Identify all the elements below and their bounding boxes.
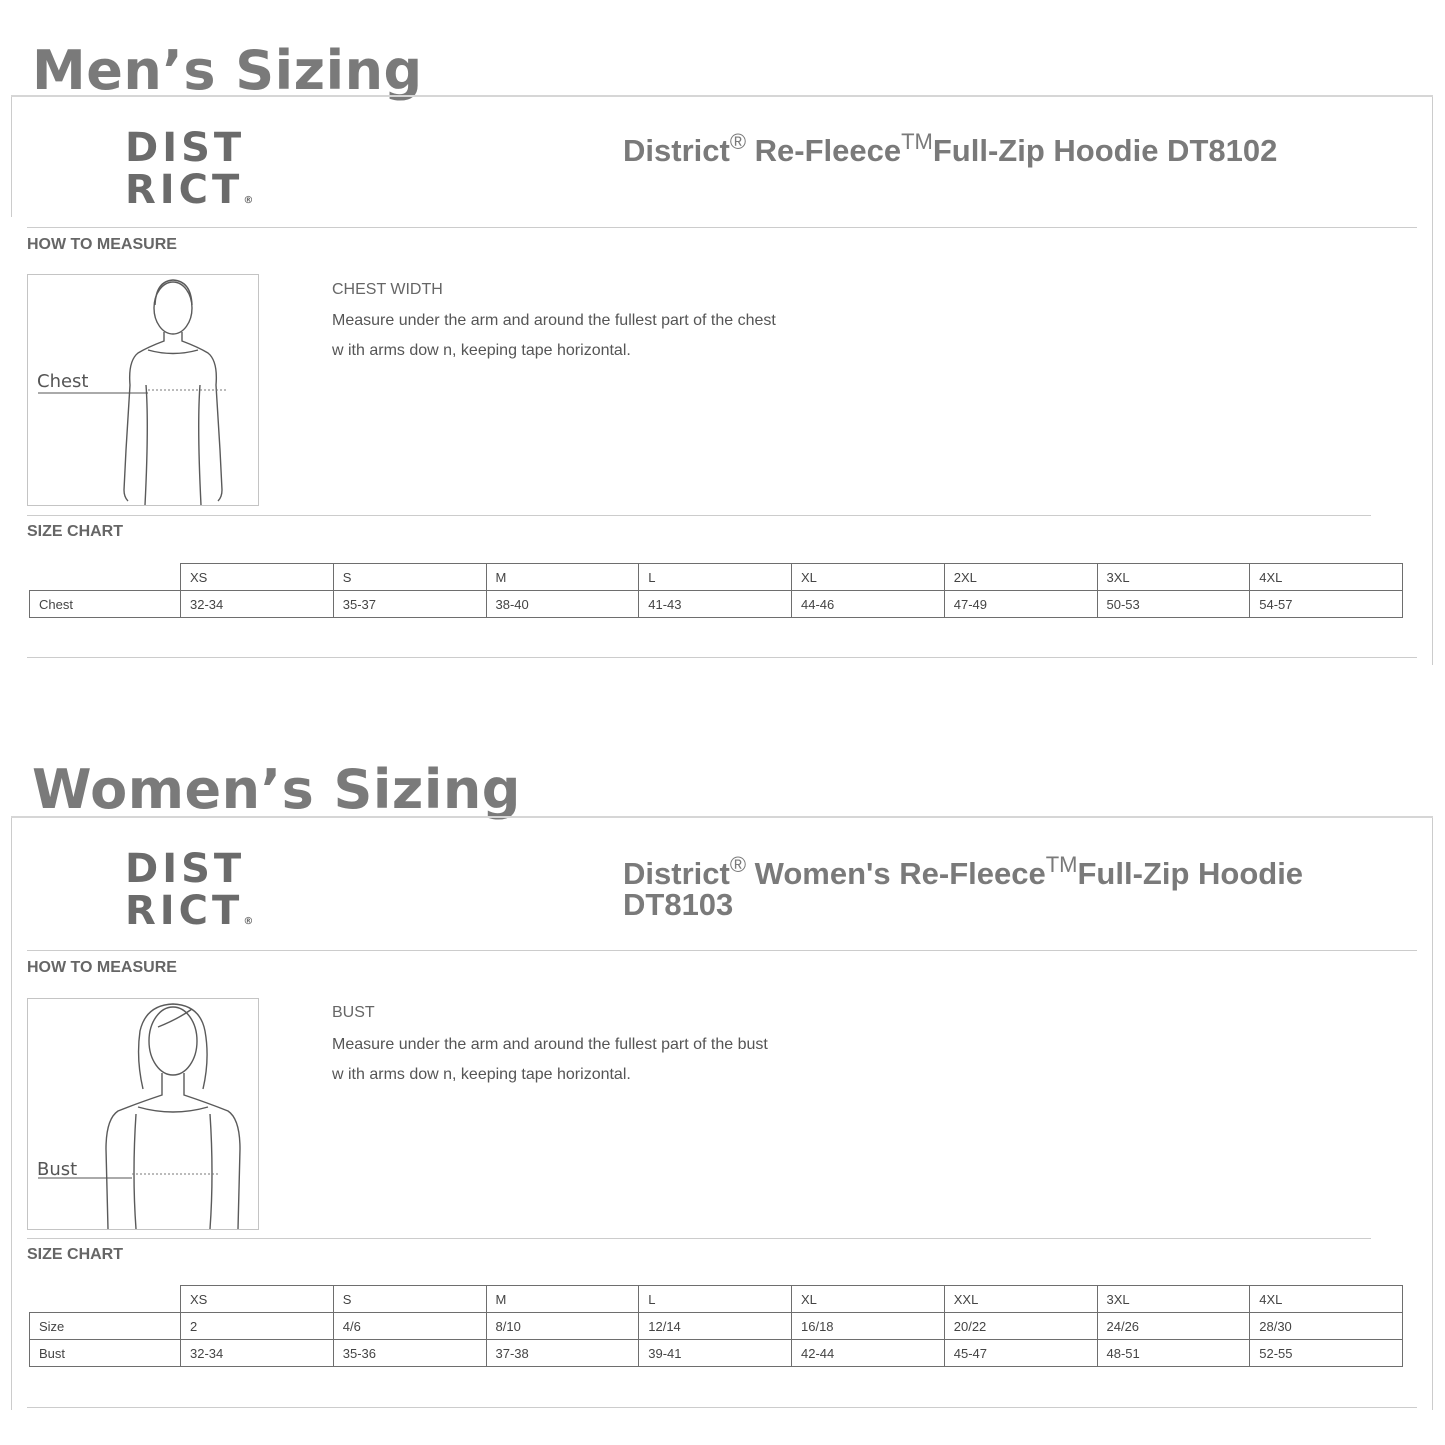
panel-bottom-divider <box>27 1407 1417 1408</box>
logo-line-1: DIST <box>125 846 246 892</box>
size-header: S <box>333 1286 486 1313</box>
table-cell: 24/26 <box>1097 1313 1250 1340</box>
title-model: Full-Zip Hoodie DT8102 <box>932 133 1278 168</box>
table-cell: 8/10 <box>486 1313 639 1340</box>
product-title <box>623 852 1383 922</box>
measure-line-1: Measure under the arm and around the fullest part of the bust <box>332 1036 768 1053</box>
measure-line-2: w ith arms dow n, keeping tape horizontal. <box>332 1066 631 1083</box>
title-registered-mark: ® <box>729 129 747 154</box>
logo-registered-mark: ® <box>243 916 254 927</box>
womens-sizing-heading: Women’s Sizing <box>32 758 521 821</box>
size-header: 4XL <box>1250 1286 1403 1313</box>
female-silhouette-icon <box>28 999 258 1229</box>
size-header: S <box>333 564 486 591</box>
title-product: Women's Re-Fleece <box>746 856 1046 891</box>
measure-title: BUST <box>332 1004 375 1021</box>
row-label: Bust <box>30 1340 181 1367</box>
logo-line-1: DIST <box>125 125 246 171</box>
male-figure-diagram <box>27 274 259 506</box>
measure-line-2: w ith arms dow n, keeping tape horizontal. <box>332 342 631 359</box>
mens-sizing-panel <box>11 95 1433 667</box>
womens-sizing-panel <box>11 816 1433 1413</box>
table-cell: 37-38 <box>486 1340 639 1367</box>
panel-border-right <box>1432 818 1433 1410</box>
title-product: Re-Fleece <box>746 133 902 168</box>
title-trademark: TM <box>1045 852 1078 877</box>
panel-bottom-divider <box>27 657 1417 658</box>
logo-registered-mark: ® <box>243 195 254 206</box>
measure-instructions <box>332 1030 892 1090</box>
size-chart-label: SIZE CHART <box>27 1246 123 1263</box>
size-header: XXL <box>944 1286 1097 1313</box>
header-divider <box>27 227 1417 228</box>
table-cell: 4/6 <box>333 1313 486 1340</box>
size-header: XS <box>181 1286 334 1313</box>
table-corner-cell <box>30 564 181 591</box>
size-header: L <box>639 1286 792 1313</box>
table-cell: 42-44 <box>792 1340 945 1367</box>
size-header: XL <box>792 564 945 591</box>
chest-figure-label: Chest <box>37 371 89 392</box>
mens-sizing-heading: Men’s Sizing <box>32 39 423 102</box>
table-cell: 44-46 <box>792 591 945 618</box>
measure-line-1: Measure under the arm and around the fullest part of the chest <box>332 312 776 329</box>
panel-border-left <box>11 818 12 1410</box>
table-corner-cell <box>30 1286 181 1313</box>
measure-title: CHEST WIDTH <box>332 281 443 298</box>
table-cell: 41-43 <box>639 591 792 618</box>
table-cell: 35-36 <box>333 1340 486 1367</box>
table-cell: 2 <box>181 1313 334 1340</box>
header-divider <box>27 950 1417 951</box>
how-to-measure-label: HOW TO MEASURE <box>27 236 177 253</box>
logo-line-2: RICT <box>125 167 244 213</box>
size-header: 3XL <box>1097 564 1250 591</box>
size-header: 3XL <box>1097 1286 1250 1313</box>
table-cell: 16/18 <box>792 1313 945 1340</box>
table-cell: 35-37 <box>333 591 486 618</box>
row-label: Size <box>30 1313 181 1340</box>
size-chart-label: SIZE CHART <box>27 523 123 540</box>
size-header: XL <box>792 1286 945 1313</box>
logo-line-2: RICT <box>125 888 244 934</box>
district-logo <box>125 848 253 943</box>
measure-instructions <box>332 306 892 366</box>
table-cell: 12/14 <box>639 1313 792 1340</box>
table-cell: 52-55 <box>1250 1340 1403 1367</box>
table-cell: 20/22 <box>944 1313 1097 1340</box>
bust-figure-label: Bust <box>37 1159 78 1180</box>
table-cell: 45-47 <box>944 1340 1097 1367</box>
table-header-row <box>30 564 1403 591</box>
size-chart-divider <box>27 1238 1371 1239</box>
mens-size-table <box>29 563 1403 618</box>
table-cell: 54-57 <box>1250 591 1403 618</box>
title-brand: District <box>623 856 730 891</box>
table-cell: 28/30 <box>1250 1313 1403 1340</box>
table-cell: 39-41 <box>639 1340 792 1367</box>
size-header: M <box>486 564 639 591</box>
size-header: 2XL <box>944 564 1097 591</box>
female-figure-diagram <box>27 998 259 1230</box>
size-header: L <box>639 564 792 591</box>
table-row <box>30 1340 1403 1367</box>
size-chart-divider <box>27 515 1371 516</box>
table-header-row <box>30 1286 1403 1313</box>
table-cell: 38-40 <box>486 591 639 618</box>
product-title <box>623 129 1403 168</box>
row-label: Chest <box>30 591 181 618</box>
table-cell: 50-53 <box>1097 591 1250 618</box>
table-cell: 47-49 <box>944 591 1097 618</box>
title-trademark: TM <box>901 129 933 154</box>
district-logo <box>125 127 253 222</box>
table-row <box>30 1313 1403 1340</box>
title-brand: District <box>623 133 730 168</box>
table-cell: 32-34 <box>181 591 334 618</box>
size-header: M <box>486 1286 639 1313</box>
title-model: Full-Zip Hoodie DT8103 <box>623 856 1304 922</box>
panel-border-right <box>1432 97 1433 665</box>
how-to-measure-label: HOW TO MEASURE <box>27 959 177 976</box>
title-registered-mark: ® <box>729 852 747 877</box>
size-header: 4XL <box>1250 564 1403 591</box>
panel-border-left <box>11 97 12 217</box>
size-header: XS <box>181 564 334 591</box>
table-cell: 32-34 <box>181 1340 334 1367</box>
table-cell: 48-51 <box>1097 1340 1250 1367</box>
table-row <box>30 591 1403 618</box>
womens-size-table <box>29 1285 1403 1367</box>
